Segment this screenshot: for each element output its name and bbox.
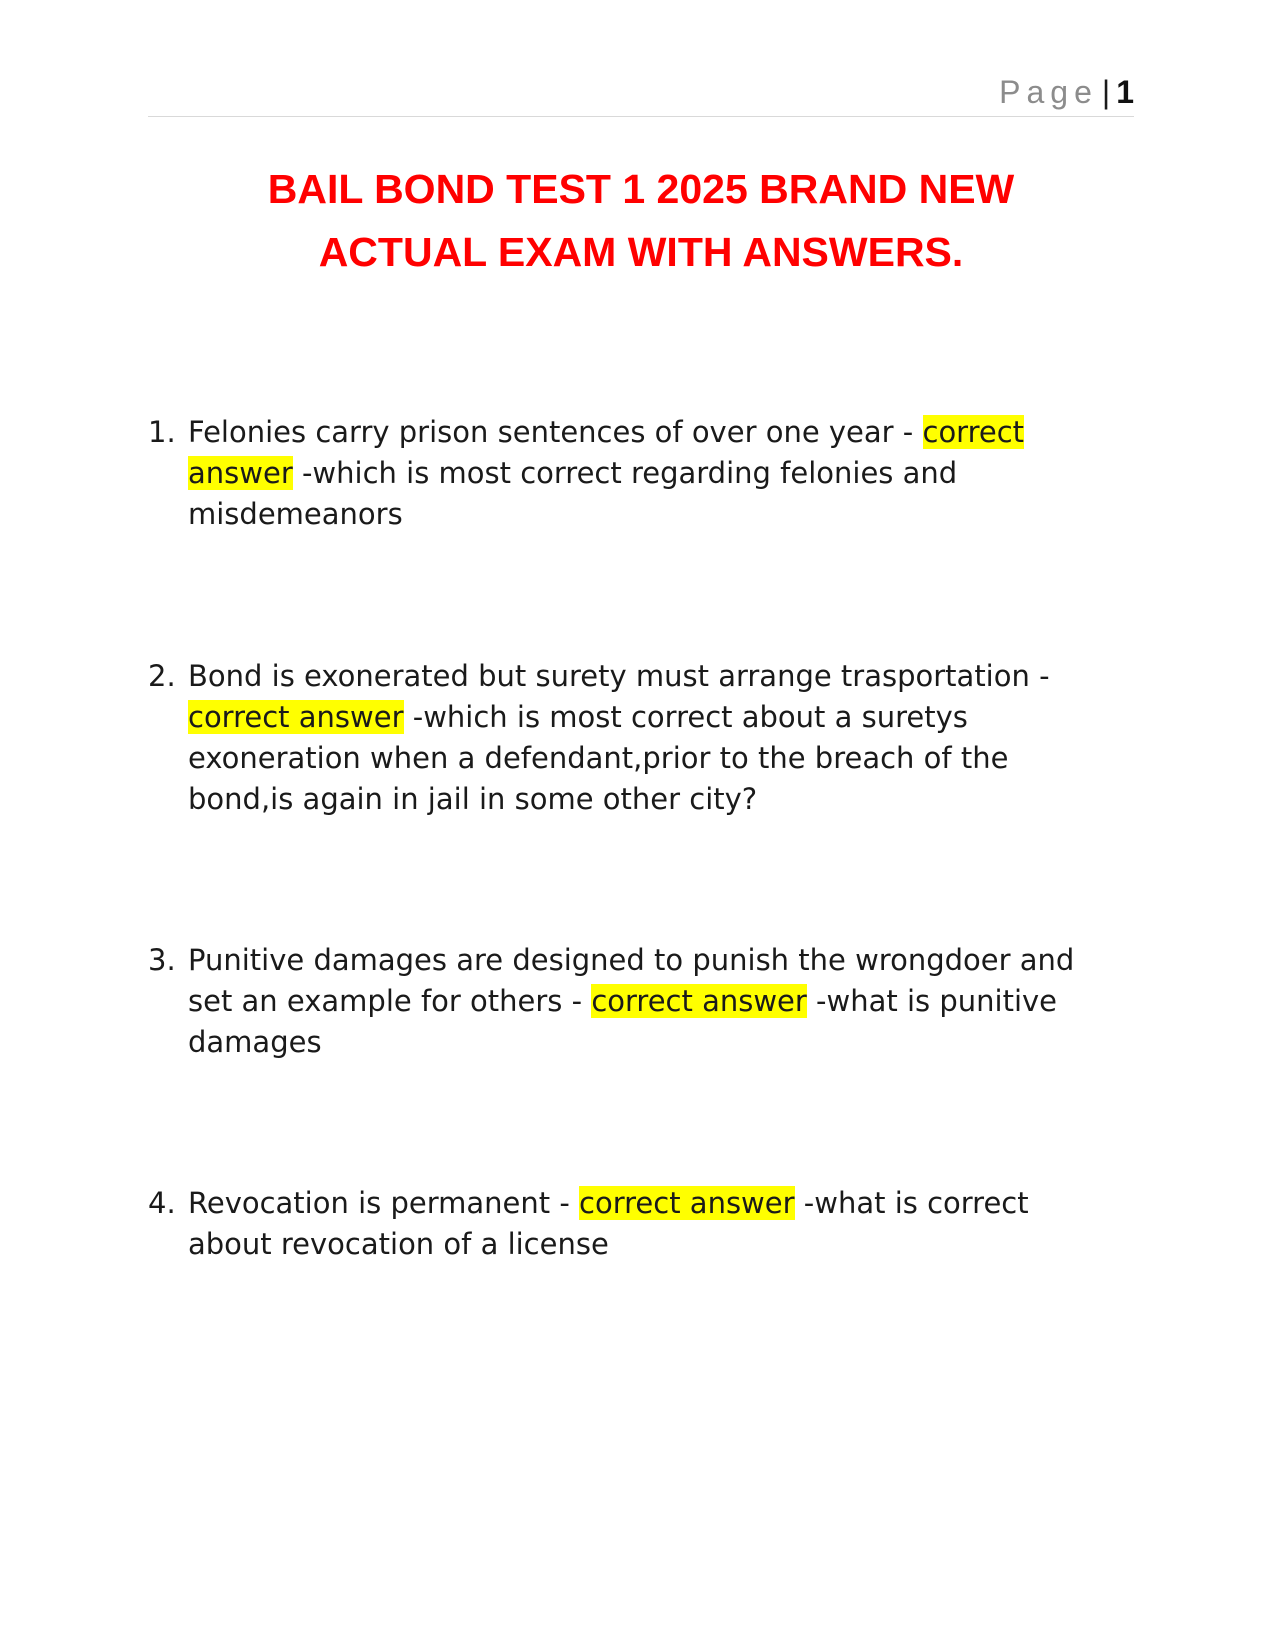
item-answer: Punitive damages are designed to punish the wrongdoer and set an example for others -: [188, 943, 1075, 1018]
item-question: -which is most correct regarding felonies and misdemeanors: [188, 456, 958, 531]
correct-answer-highlight: correct answer: [188, 415, 1025, 490]
page-header: [148, 70, 1134, 117]
item-text: [188, 940, 1108, 1063]
item-question: -what is punitive damages: [188, 984, 1058, 1059]
correct-answer-highlight: correct answer: [188, 700, 404, 734]
item-number: 3.: [148, 943, 176, 977]
item-answer: Bond is exonerated but surety must arrange trasportation -: [188, 659, 1050, 693]
item-answer: Felonies carry prison sentences of over one year -: [188, 415, 914, 449]
qa-item-4: [148, 1183, 1108, 1265]
item-text: [188, 1183, 1108, 1265]
item-number: 1.: [148, 415, 176, 449]
page-word: Page: [999, 74, 1098, 110]
page-number: 1: [1116, 74, 1134, 110]
qa-item-3: [148, 940, 1108, 1063]
page-separator: |: [1101, 74, 1111, 110]
title-line-1: BAIL BOND TEST 1 2025 BRAND NEW: [267, 166, 1015, 212]
item-answer: Revocation is permanent -: [188, 1186, 570, 1220]
qa-item-2: [148, 656, 1108, 820]
item-number: 4.: [148, 1186, 176, 1220]
document-title: [148, 158, 1134, 284]
item-question: -which is most correct about a suretys exoneration when a defendant,prior to the breach of the bond,is again in jail in some other city?: [188, 700, 1009, 816]
qa-item-1: [148, 412, 1108, 535]
item-number: 2.: [148, 659, 176, 693]
item-question: -what is correct about revocation of a license: [188, 1186, 1029, 1261]
correct-answer-highlight: correct answer: [591, 984, 807, 1018]
item-text: [188, 656, 1108, 820]
page-number-label: [999, 74, 1134, 110]
item-text: [188, 412, 1108, 535]
correct-answer-highlight: correct answer: [579, 1186, 795, 1220]
title-line-2: ACTUAL EXAM WITH ANSWERS.: [318, 229, 964, 275]
